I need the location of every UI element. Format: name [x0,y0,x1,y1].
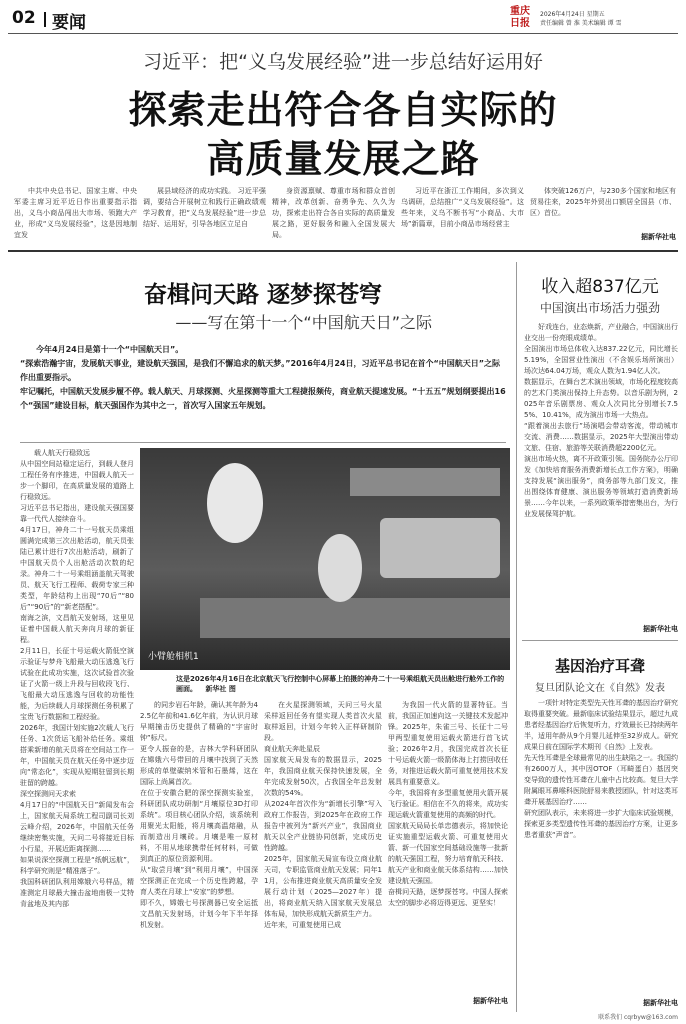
sidebar2-body: 一项针对特定类型先天性耳聋的基因治疗研究取得重要突破。最新临床试验结果显示，超过九成患者经基因治疗后恢复听力，疗效最长已持续两年半，适用年龄从9个月婴儿延伸至32岁成人。研究成果日前在国际学术期刊《自然》上发表。 先天性耳聋是全球最常见的出生缺陷之一。我国约有2600万人，其中因OTOF（耳畸蛋白）基因突变导致的遗传性耳聋在儿童中占比较高。复旦大学附属眼耳鼻喉科医院舒易来教授团队，针对这类耳聋开展基因治疗…… 研究团队表示，未来将进一步扩大临床试验规模，探索更多类型遗传性耳聋的基因治疗方案，让更多患者重获“声音”。 [524,699,678,839]
feature-intro: 今年4月24日是第十一个“中国航天日”。 “探索浩瀚宇宙，发展航天事业，建设航天强国，是我们不懈追求的航天梦。”2016年4月24日，习近平总书记在首个“中国航天日”之际作出重要指示。 牢记嘱托，中国航天发展步履不停。载人航天、月球探测、火星探测等重大工程捷报频传，商业航天提速发展。“十五五”规划纲要提出16个“强国”建设目标，航天强国作为其中之一，首次写入国家五年规划。 [20,345,506,410]
page-number: 02 [12,8,36,28]
sidebar2-subtitle: 复旦团队论文在《自然》发表 [535,683,665,694]
feature-photo-credit: 新华社 图 [205,685,236,693]
header-rule [8,33,678,34]
feature-mid-column-1: 的同步岩石年龄，确认其年龄为42.5亿年前和41.6亿年前，为认识月球早期撞击历史提供了精确的“宇宙时钟”标尺。 更令人振奋的是，吉林大学科研团队在嫦娥六号带回的月壤中找到了天然形成的单壁碳纳米管和石墨烯，这在国际上尚属首次。 在位于安徽合肥的深空探测实验室，科研团队成功研制“月壤原位3D打印系统”。项目核心团队介绍，该系统利用聚光太阳能，将月壤高温熔融，从而制造出月壤砖。月壤是唯一原材料，不用从地球携带任何材料，可做到真正的原位资源利用。 从“取尝月壤”到“利用月壤”，中国深空探测正在完成一个历史性跨越，孕育人类在月球上“安家”的梦想。 即不久，嫦娥七号探测器已安全运抵文昌航天发射场，计划今年下半年择机发射。 [140,701,258,929]
sidebar-divider [522,640,678,641]
sidebar1-title: 收入超837亿元 [541,277,659,297]
sidebar2-title: 基因治疗耳聋 [554,657,645,675]
page-header [0,0,686,40]
issue-editors: 责任编辑 曾 淮 美术编辑 谭 雪 [540,20,622,27]
section-title: 要闻 [52,13,86,33]
station-module-shape [380,518,500,578]
lead-credit: 据新华社电 [641,233,676,241]
feature-title: 奋楫问天路 逐梦探苍穹 [143,282,382,308]
solar-panel-shape [350,468,500,496]
feature-mid-column-3: 为我国一代火箭的显著特征。当前，我国正加速向这一关键技术发起冲锋。2025年，朱雀三号、长征十二号甲两型重复使用运载火箭进行首飞试验；2026年2月，我国完成首次长征十号运载火箭一级箭体海上打捞回收任务，对推进运载火箭可重复使用技术发展具有重要意义。 今年，我国将有多型重复使用火箭开展飞行验证。相信在不久的将来，成功实现运载火箭重复使用的高频的时代。 国家航天局局长单忠德表示，将加快论证实施重型运载火箭、可重复使用火箭、新一代国家空间基础设施等一批新的航天强国工程，努力培育航天科技、航天产业和商业航天体系结构……加快建设航天强国。 奋楫问天路，逐梦探苍穹。中国人探索太空的脚步必将迈得更远、更坚实！ [388,701,508,907]
lead-kicker: 习近平：把“义乌发展经验”进一步总结好运用好 [143,51,543,73]
lead-headline-line1: 探索走出符合各自实际的 [128,88,558,132]
page-number-divider [44,12,46,27]
photo-camera-label: 小臂舱相机1 [148,652,199,662]
footer-contact: 联系我们 cqrbyw@163.com [598,1014,678,1021]
feature-intro-rule [20,442,506,443]
astronaut-figure-shape [318,534,362,602]
lead-headline-line2: 高质量发展之路 [206,137,480,181]
feature-left-column: 载人航天行稳致远 从中国空间站稳定运行，到载人登月工程任务有序推进，中国载人航天一步一个脚印，在高质量发展的道路上行稳致远。 习近平总书记指出，建设航天强国要靠一代代人接续奋斗。 4月17日，神舟二十一号航天员乘组圆满完成第三次出舱活动，航天员张陆已累计进行7次出舱活动，刷新了中国航天员个人出舱活动次数的纪录。神舟二十一号乘组涵盖航天驾驶员、航天飞行工程师、载荷专家三种类型，年龄结构上出现“70后”“80后”“90后”的“新老搭配”。 南海之滨，文昌航天发射场，这里见证着中国载人航天奔向月球的新征程。 2月11日，长征十号运载火箭低空演示验证与梦舟飞船最大动压逃逸飞行试验在此成功实施，这次试验首次验证了火箭一级上升段与回收段飞行、飞船最大动压逃逸与回收的功能性能，为后续载人月球探测任务积累了宝贵飞行数据和工程经验。 2026年，我国计划实施2次载人飞行任务、1次货运飞船补给任务。乘组搭乘新增的航天员将在空间站工作一年，中国航天员在航天任务中逐步迈向“常态化”，实现从短期驻留到长期驻留的跨越。 深空探测问天求索 4月17日的“中国航天日”新闻发布会上，国家航天局系统工程司副司长刘云峰介绍，2026年，中国航天任务继续密集实施，天问二号将接近目标小行星，开展近距离探测…… 如果说深空探测工程是“纸帆远航”，科学研究则是“精准落子”。 我国科研团队利用嫦娥六号样品，精准测定月球最大撞击盆地南极一艾特肯盆地及其内部 [20,449,134,908]
feature-credit: 据新华社电 [473,997,508,1005]
lead-column-5: 体突破126万户，与230多个国家和地区有贸易往来，2025年外贸出口额居全国县（市、区）首位。 [530,187,676,217]
column-divider-vertical [516,262,517,1012]
lead-column-2: 展县域经济的成功实践。 习近平强调，要结合开展树立和践行正确政绩观学习教育，把“义乌发展经验”进一步总结好、运用好，引导各地区立足自 [143,187,266,228]
sidebar2-credit: 据新华社电 [643,999,678,1007]
feature-subtitle: ——写在第十一个“中国航天日”之际 [175,313,432,332]
newspaper-logo: 重庆日报 [510,6,530,29]
space-station-illustration [140,448,510,670]
lead-column-1: 中共中央总书记、国家主席、中央军委主席习近平近日作出重要指示指出，义乌小商品闯出大市场、领跑大产业，形成“义乌发展经验”，这是因地制宜发 [14,187,137,239]
astronaut-figure-shape [207,463,263,543]
lead-column-4: 习近平在浙江工作期间，多次到义乌调研，总结推广“义乌发展经验”。这些年来，义乌不断书写“小商品、大市场”新篇章，目前小商品市场经营主 [401,187,524,228]
lead-bottom-rule [8,250,678,252]
sidebar1-subtitle: 中国演出市场活力强劲 [539,301,660,315]
feature-photo-caption: 这是2026年4月16日在北京航天飞行控制中心屏幕上拍摄的神舟二十一号乘组航天员出舱进行舱外工作的画面。 新华社 图 [176,675,505,693]
sidebar1-body: 好戏连台，业态焕新，产业融合，中国演出行业交出一份亮眼成绩单。 全国演出市场总体收入达837.22亿元，同比增长5.19%，全国营业性演出（不含娱乐场所演出）场次达64.04万场，观众人数为1.94亿人次。 数据显示，在舞台艺术演出领域，市场化程度较高的艺术门类演出保持上升态势。以音乐剧为例，2025年音乐剧票房、观众人次同比分别增长7.55%、10.41%，成为演出市场一大热点。 “跟着演出去旅行”场演唱会带动客流，带动城市交流、消费……数据显示，2025年大型演出带动文旅、住宿、旅游等关联消费超2200亿元。 演出市场火热，离不开政策引领。国务院办公厅印发《加快培育服务消费新增长点工作方案》，明确支持发展“演出服务”，商务部等九部门发文，推出围绕体育健康、演出服务等领域打造消费新场景……今年以来，一系列政策举措密集出台，为行业发展保驾护航。 [524,323,678,518]
lead-column-3: 身资源禀赋、尊重市场和群众首创精神，改革创新、奋勇争先、久久为功，探索走出符合各自实际的高质量发展之路，更好服务和融入全国发展大局。 [272,187,395,239]
feature-mid-column-2: 在火星探测领域，天问三号火星采样返回任务有望实现人类首次火星取样返回，计划今年转入正样研制阶段。 商业航天奔赴星辰 国家航天局发布的数据显示，2025年，我国商业航天保持快速发展，全年完成发射50次，占我国全年总发射次数的54%。 从2024年首次作为“新增长引擎”写入政府工作报告，到2025年在政府工作报告中被列为“新兴产业”，我国商业航天以全产业链协同创新，完成历史性跨越。 2025年，国家航天局宣布设立商业航天司，专职监管商业航天发展；同年11月，公布推进商业航天高质量安全发展行动计划（2025—2027年）提出，将商业航天纳入国家航天发展总体布局，加快形成航天新质生产力。 近年来，可重复使用已成 [264,701,382,929]
issue-date: 2026年4月24日 星期五 [540,11,605,18]
sidebar1-credit: 据新华社电 [643,625,678,633]
feature-photo [140,448,510,670]
robotic-arm-shape [200,598,510,638]
